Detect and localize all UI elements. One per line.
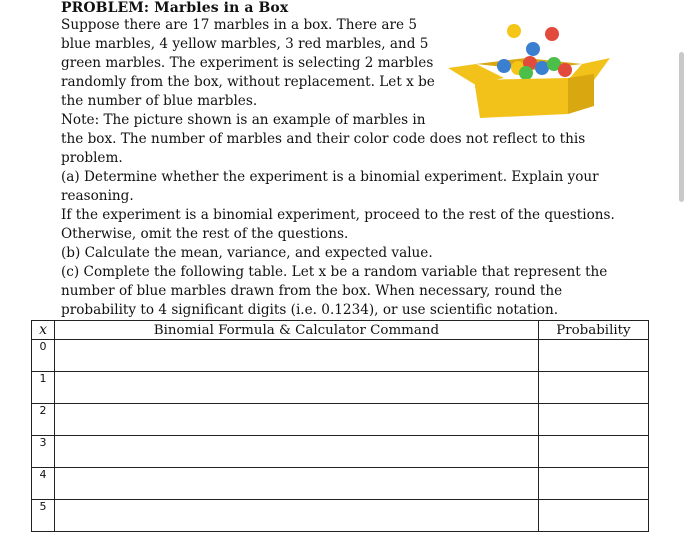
part-a-line-2: reasoning. bbox=[61, 188, 134, 204]
header-formula: Binomial Formula & Calculator Command bbox=[55, 321, 539, 340]
marble-blue bbox=[497, 59, 511, 73]
formula-cell[interactable] bbox=[55, 468, 539, 500]
problem-line-2: blue marbles, 4 yellow marbles, 3 red marbles, and 5 bbox=[61, 36, 429, 52]
x-value: 1 bbox=[32, 372, 55, 404]
table-header-row bbox=[32, 321, 649, 340]
part-b-line: (b) Calculate the mean, variance, and expected value. bbox=[61, 245, 433, 261]
table-row bbox=[32, 468, 649, 500]
marble-yellow bbox=[507, 24, 521, 38]
problem-title: PROBLEM: Marbles in a Box bbox=[61, 0, 289, 16]
x-value: 3 bbox=[32, 436, 55, 468]
header-x: x bbox=[32, 321, 55, 340]
part-a-line-1: (a) Determine whether the experiment is a binomial experiment. Explain your bbox=[61, 169, 599, 185]
table-row bbox=[32, 436, 649, 468]
problem-line-5: the number of blue marbles. bbox=[61, 93, 258, 109]
marble-red bbox=[545, 27, 559, 41]
probability-cell[interactable] bbox=[538, 436, 648, 468]
marble-blue bbox=[526, 42, 540, 56]
table-row bbox=[32, 500, 649, 532]
instruction-line-2: Otherwise, omit the rest of the questions. bbox=[61, 226, 349, 242]
problem-line-1: Suppose there are 17 marbles in a box. There are 5 bbox=[61, 17, 417, 33]
problem-line-4: randomly from the box, without replacement. Let x be bbox=[61, 74, 435, 90]
probability-cell[interactable] bbox=[538, 500, 648, 532]
probability-cell[interactable] bbox=[538, 372, 648, 404]
problem-line-3: green marbles. The experiment is selecting 2 marbles bbox=[61, 55, 434, 71]
formula-cell[interactable] bbox=[55, 436, 539, 468]
formula-cell[interactable] bbox=[55, 372, 539, 404]
probability-cell[interactable] bbox=[538, 404, 648, 436]
part-c-line-3: probability to 4 significant digits (i.e. 0.1234), or use scientific notation. bbox=[61, 302, 559, 318]
probability-cell[interactable] bbox=[538, 468, 648, 500]
note-line-2: the box. The number of marbles and their color code does not reflect to this bbox=[61, 131, 586, 147]
header-probability: Probability bbox=[538, 321, 648, 340]
marbles-box-illustration bbox=[444, 18, 614, 120]
instruction-line-1: If the experiment is a binomial experiment, proceed to the rest of the questions. bbox=[61, 207, 615, 223]
marble-green bbox=[519, 66, 533, 80]
x-value: 2 bbox=[32, 404, 55, 436]
probability-cell[interactable] bbox=[538, 340, 648, 372]
marble-red bbox=[558, 63, 572, 77]
box-front bbox=[474, 78, 568, 118]
box-side bbox=[568, 74, 594, 114]
scrollbar[interactable] bbox=[679, 52, 684, 202]
x-value: 0 bbox=[32, 340, 55, 372]
note-line-3: problem. bbox=[61, 150, 123, 166]
formula-cell[interactable] bbox=[55, 340, 539, 372]
x-value: 5 bbox=[32, 500, 55, 532]
probability-table bbox=[31, 320, 649, 532]
table-row bbox=[32, 340, 649, 372]
table-row bbox=[32, 404, 649, 436]
note-line-1: Note: The picture shown is an example of marbles in bbox=[61, 112, 426, 128]
part-c-line-2: number of blue marbles drawn from the box. When necessary, round the bbox=[61, 283, 563, 299]
part-c-line-1: (c) Complete the following table. Let x be a random variable that represent the bbox=[61, 264, 608, 280]
table-row bbox=[32, 372, 649, 404]
marble-blue bbox=[535, 61, 549, 75]
formula-cell[interactable] bbox=[55, 404, 539, 436]
x-value: 4 bbox=[32, 468, 55, 500]
formula-cell[interactable] bbox=[55, 500, 539, 532]
